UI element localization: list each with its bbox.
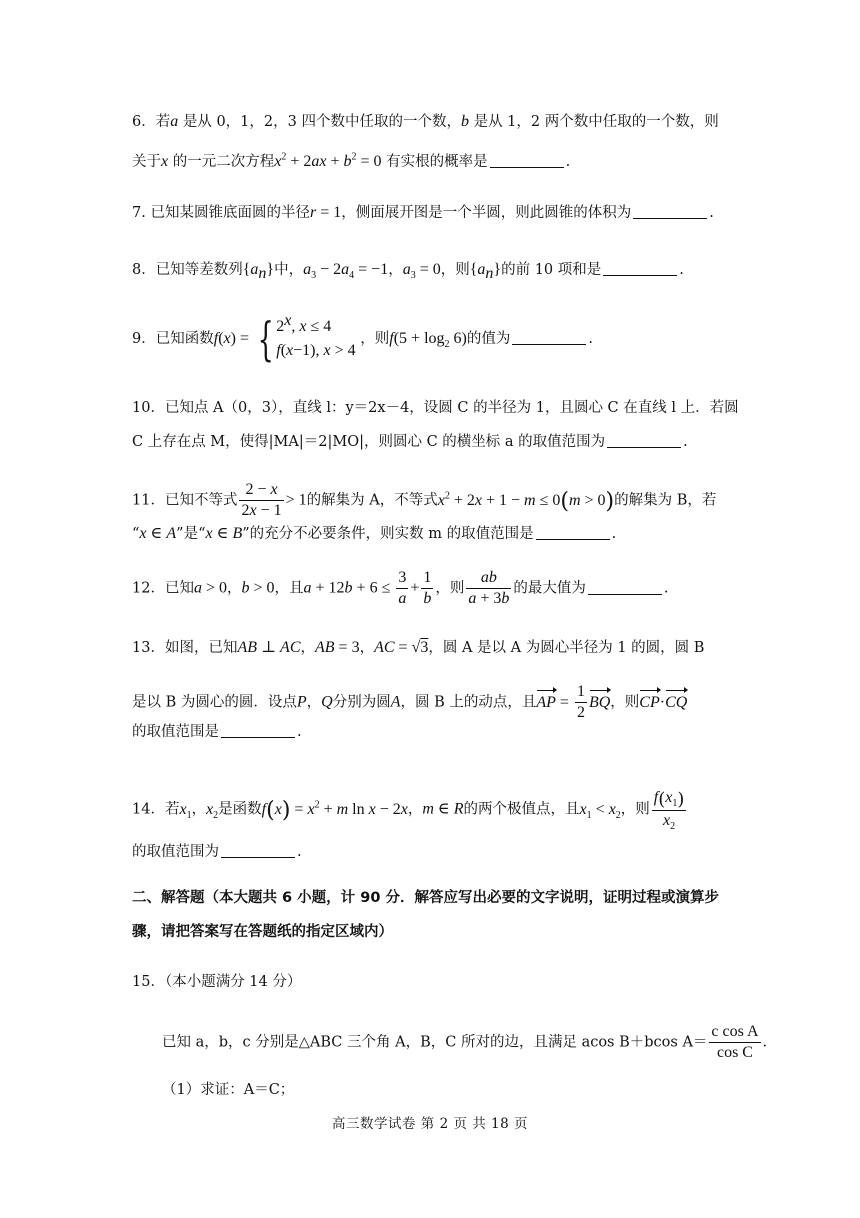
piecewise-function: 2$^x$, x ≤ 4 f(x−1), x > 4 (276, 311, 356, 359)
answer-blank (633, 204, 707, 219)
q6-text: 有实根的概率是 (386, 154, 488, 170)
answer-blank (221, 723, 295, 738)
q15-title: 15．（本小题满分 14 分） (132, 974, 302, 990)
q10-line2: C 上存在点 M，使得|MA|＝2|MO|，则圆心 C 的横坐标 a 的取值范围为 . (132, 434, 688, 450)
q14-line2: 的取值范围为 . (132, 844, 302, 860)
q6-line2: 关于x 的一元二次方程$x^2 + 2ax + b^2 = 0$ 有实根的概率是 . (132, 151, 571, 170)
q6-text: 的一元二次方程 (172, 154, 275, 170)
q9-line: 9．已知函数f(x) = { 2$^x$, x ≤ 4 f(x−1), x > 4 ，则$f(5 + \log_2 6)$的值为 . (132, 311, 593, 366)
answer-blank (221, 843, 295, 858)
answer-blank (603, 261, 677, 276)
answer-blank (588, 580, 662, 595)
q6-text: 是从 0，1，2，3 四个数中任取的一个数， (182, 114, 461, 130)
q11-line2: “x ∈ A”是“x ∈ B”的充分不必要条件，则实数 m 的取值范围是 . (132, 525, 617, 542)
q15-body: 已知 a，b，c 分别是△ABC 三个角 A，B，C 所对的边，且满足 acos B＋bcos A＝ $\frac{\text{c cos A}}{\text{cos C}}$ . (162, 1023, 768, 1061)
answer-blank (512, 330, 586, 345)
page-footer: 高三数学试卷 第 2 页 共 18 页 (331, 1116, 528, 1132)
q10-line1: 10．已知点 A（0，3），直线 l：y＝2x－4，设圆 C 的半径为 1，且圆心 C 在直线 l 上．若圆 (132, 400, 739, 416)
q6-text: 是从 1，2 两个数中任取的一个数，则 (473, 114, 719, 130)
q11-line1: 11．已知不等式 $\frac{2 - x}{2x - 1}$ > 1的解集为 A，不等式$x^2 + 2x + 1 - m \le 0(m > 0)$的解集为 B，若 (132, 481, 717, 519)
answer-blank (536, 525, 610, 540)
q13-line1: 13．如图，已知AB ⊥ AC，AB = 3，AC = √3，圆 A 是以 A 为圆心半径为 1 的圆，圆 B (132, 639, 705, 656)
q6-text: 6．若 (132, 114, 171, 130)
q13-line2: 是以 B 为圆心的圆．设点P，Q分别为圆A，圆 B 上的动点，且AP = $\frac{1}{2}$ BQ，则CP·CQ (132, 683, 688, 721)
q14-line1: 14．若$x_1$，$x_2$是函数$f(x) = x^2 + m$ ln x − 2x，m ∈ R的两个极值点，且$x_1 < x_2$，则 $\frac{f(x_1)}{x_2}$ (132, 789, 685, 833)
q12-line: 12．已知a > 0，b > 0，且a + 12b + 6 ≤ $\frac{3}{a}$ + $\frac{1}{b}$ ，则 $\frac{ab}{a + 3b}$ 的最大值为 . (132, 569, 669, 607)
q8-line: 8．已知等差数列$\{a_n\}$中，$a_3 - 2a_4 = -1$，$a_3 = 0$，则$\{a_n\}$的前 10 项和是 . (132, 261, 684, 283)
q6-line1: 6．若a 是从 0，1，2，3 四个数中任取的一个数，b 是从 1，2 两个数中任取的一个数，则 (132, 113, 719, 130)
section-heading: 二、解答题（本大题共 6 小题，计 90 分．解答应写出必要的文字说明，证明过程或演算步 (132, 890, 719, 906)
answer-blank (607, 433, 681, 448)
section-heading-cont: 骤，请把答案写在答题纸的指定区域内） (132, 924, 393, 940)
answer-blank (490, 153, 564, 168)
q7-line: 7. 已知某圆锥底面圆的半径r = 1，侧面展开图是一个半圆，则此圆锥的体积为 . (132, 204, 714, 221)
q15-part1: （1）求证：A＝C； (162, 1082, 295, 1098)
q13-line3: 的取值范围是 . (132, 724, 302, 740)
q6-text: 关于 (132, 154, 161, 170)
